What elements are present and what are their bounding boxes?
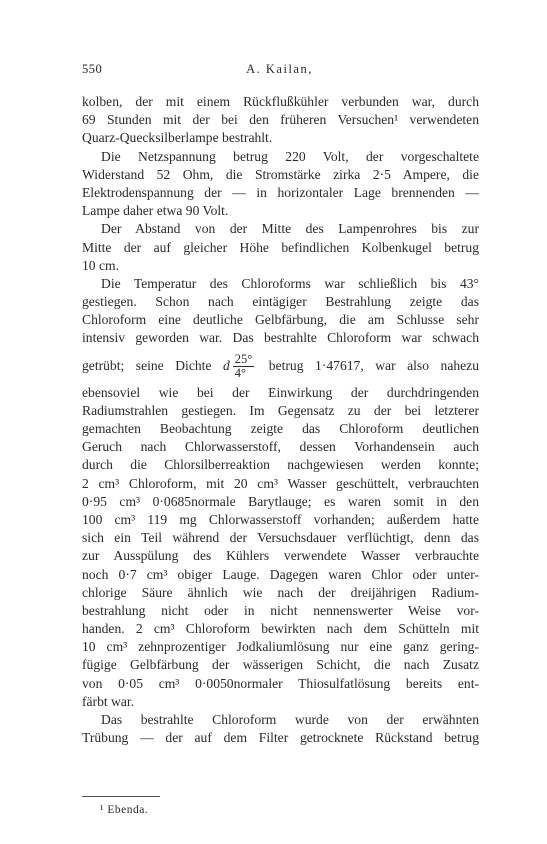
text-line: ebensoviel wie bei der Einwirkung der durchdringenden (82, 384, 479, 400)
density-line (82, 348, 479, 384)
body-text (82, 93, 479, 747)
running-head: A. Kailan, (246, 62, 313, 76)
text-line: Geruch nach Chlorwasserstoff, dessen Vorhandensein auch (82, 439, 479, 455)
text-line: Chloroform eine deutliche Gelbfärbung, die am Schlusse sehr (82, 312, 479, 328)
text-line: färbt war. (82, 693, 135, 709)
text-line: 10 cm³ zehnprozentiger Jodkaliumlösung nur eine ganz gering- (82, 639, 479, 655)
page-number: 550 (82, 62, 103, 76)
text-line: zur Ausspülung des Kühlers verwendete Wasser verbrauchte (82, 548, 479, 564)
text-line: Widerstand 52 Ohm, die Stromstärke zirka 2·5 Ampere, die (82, 166, 479, 182)
text-line: Radiumstrahlen gestiegen. Im Gegensatz zu der bei letzterer (82, 402, 479, 418)
fraction-denominator: 4° (234, 366, 247, 380)
text-line: gemachten Beobachtung zeigte das Chloroform deutlichen (82, 421, 479, 436)
text-line: 10 cm. (82, 257, 119, 273)
text-line: bestrahlung nicht oder in nicht nennenswerter Weise vor- (82, 602, 479, 618)
density-after: betrug 1·47617, war also nahezu (268, 357, 480, 373)
text-line: noch 0·7 cm³ obiger Lauge. Dagegen waren Chlor oder unter- (82, 566, 479, 582)
text-line: sich ein Teil während der Versuchsdauer verflüchtigt, denn das (82, 530, 479, 546)
text-line: Trübung — der auf dem Filter getrocknete Rückstand betrug (82, 730, 479, 746)
text-line: 0·95 cm³ 0·0685normale Barytlauge; es waren somit in den (82, 493, 479, 509)
footnote: ¹ Ebenda. (100, 804, 149, 816)
text-line: Elektrodenspannung der — in horizontaler Lage brennenden — (82, 184, 479, 200)
density-symbol: d (222, 357, 230, 373)
text-line: 2 cm³ Chloroform, mit 20 cm³ Wasser geschüttelt, verbrauchten (82, 475, 479, 491)
text-line: fügige Gelbfärbung der wässerigen Schicht, die nach Zusatz (82, 657, 479, 673)
text-line: kolben, der mit einem Rückflußkühler verbunden war, durch (82, 94, 479, 109)
text-line: Das bestrahlte Chloroform wurde von der erwähnten (101, 712, 479, 727)
density-before: getrübt; seine Dichte (82, 357, 212, 373)
text-line: Quarz-Quecksilberlampe bestrahlt. (82, 130, 273, 146)
text-line: Die Temperatur des Chloroforms war schließlich bis 43° (101, 275, 479, 291)
density-fraction (233, 353, 255, 380)
footnote-divider (82, 796, 160, 797)
text-line: Mitte der auf gleicher Höhe befindlichen Kolbenkugel betrug (82, 239, 479, 255)
text-line: chlorige Säure ähnlich wie nach der dreijährigen Radium- (82, 584, 479, 600)
text-line: Lampe daher etwa 90 Volt. (82, 203, 229, 219)
text-line: gestiegen. Schon nach eintägiger Bestrahlung zeigte das (82, 294, 479, 310)
text-line: Die Netzspannung betrug 220 Volt, der vorgeschaltete (101, 148, 479, 164)
fraction-numerator: 25° (234, 352, 253, 366)
text-line: handen. 2 cm³ Chloroform bewirkten nach dem Schütteln mit (82, 621, 479, 637)
page-header (82, 62, 477, 78)
text-line: Der Abstand von der Mitte des Lampenrohres bis zur (101, 221, 479, 237)
text-line: intensiv geworden war. Das bestrahlte Chloroform war schwach (82, 330, 479, 346)
text-line: 100 cm³ 119 mg Chlorwasserstoff vorhanden; außerdem hatte (82, 511, 479, 527)
text-line: 69 Stunden mit der bei den früheren Versuchen¹ verwendeten (82, 112, 479, 128)
text-line: von 0·05 cm³ 0·0050normaler Thiosulfatlösung bereits ent- (82, 675, 479, 691)
text-line: durch die Chlorsilberreaktion nachgewiesen werden konnte; (82, 457, 479, 473)
